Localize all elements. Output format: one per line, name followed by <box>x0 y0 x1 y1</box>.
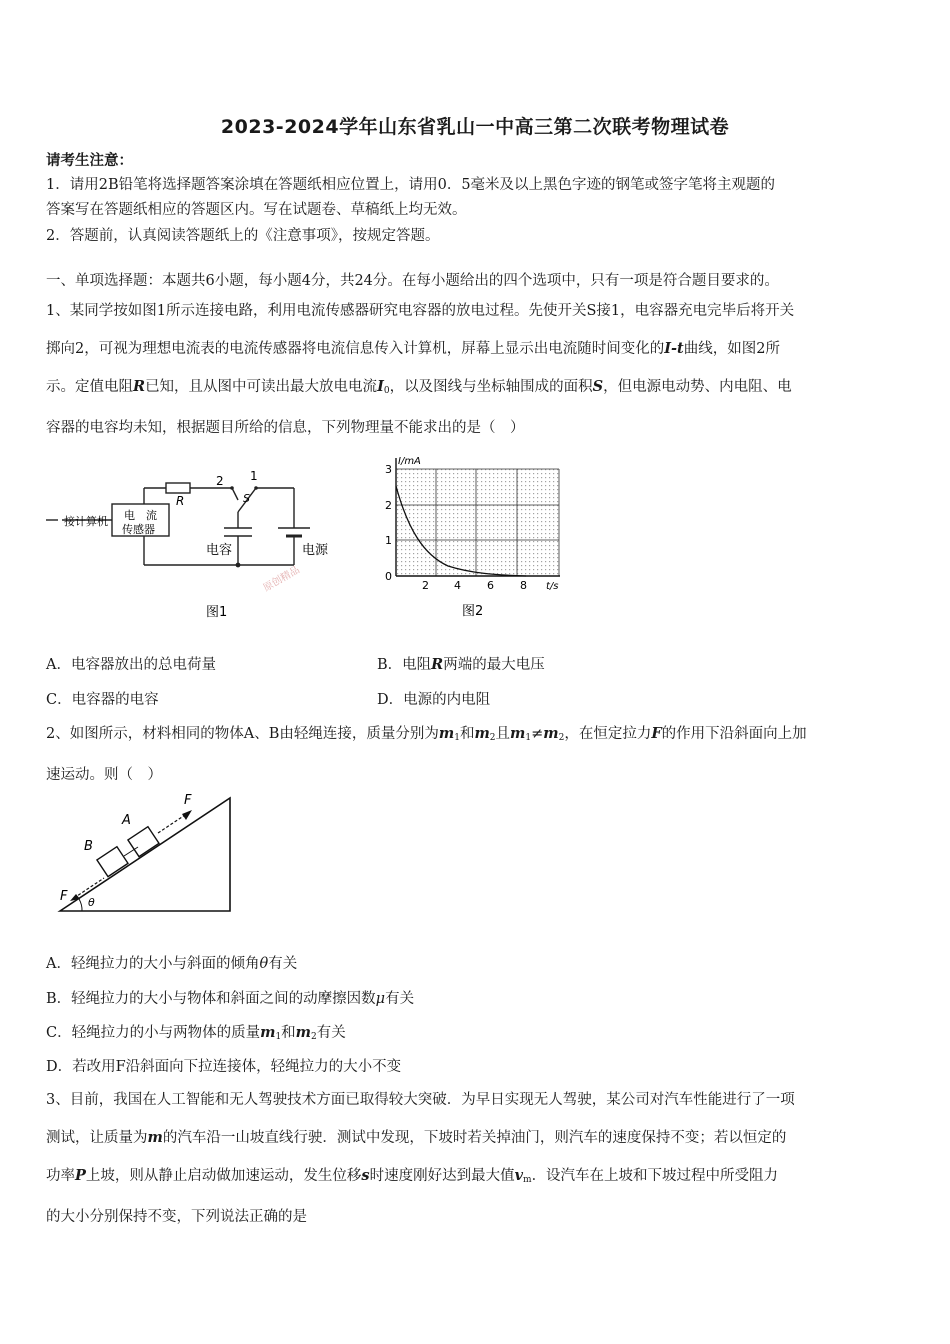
y-tick-label: 1 <box>385 534 392 547</box>
force-label-bottom: F <box>60 889 68 904</box>
angle-arc <box>79 899 82 911</box>
q2-line-1: 2、如图所示，材料相同的物体A、B由轻绳连接，质量分别为$m_1$和$m_2$且$m_1\ne m_2$，在恒定拉力F的作用下沿斜面向上加 <box>46 725 807 743</box>
graph-grid-dots <box>396 469 559 576</box>
q2-option-b[interactable]: B．轻绳拉力的大小与物体和斜面之间的动摩擦因数μ有关 <box>46 991 415 1007</box>
theta-label: θ <box>88 896 95 909</box>
page-title: 2023-2024学年山东省乳山一中高三第二次联考物理试卷 <box>220 116 730 138</box>
y-tick-label: 0 <box>385 570 392 583</box>
figure-2-graph <box>376 452 566 622</box>
x-tick-label: 6 <box>487 579 494 592</box>
q1-option-b[interactable]: B．电阻R两端的最大电压 <box>377 656 545 673</box>
figure-2-caption: 图2 <box>462 604 484 619</box>
capacitor-label: 电容 <box>206 543 233 558</box>
q3-line-4: 的大小分别保持不变，下列说法正确的是 <box>46 1209 307 1225</box>
notice-item-1-line-2: 答案写在答题纸相应的答题区内。写在试题卷、草稿纸上均无效。 <box>46 202 467 218</box>
computer-label: 接计算机 <box>64 515 108 528</box>
graph-x-label: t/s <box>546 581 559 592</box>
notice-item-2: 2．答题前，认真阅读答题纸上的《注意事项》，按规定答题。 <box>46 228 440 244</box>
switch-label: S <box>243 492 250 505</box>
q1-line-3: 示。定值电阻R已知，且从图中可读出最大放电电流$I_0$，以及图线与坐标轴围成的面积S，但电源电动势、内电阻、电 <box>46 378 792 396</box>
question-1-stem <box>46 293 912 447</box>
notice-item-1-line-1: 1．请用2B铅笔将选择题答案涂填在答题纸相应位置上，请用0．5毫米及以上黑色字迹的钢笔或签字笔将主观题的 <box>46 177 776 193</box>
block-a-label: A <box>122 813 131 828</box>
q1-option-c[interactable]: C．电容器的电容 <box>46 692 159 708</box>
q1-option-a[interactable]: A．电容器放出的总电荷量 <box>46 657 216 673</box>
sensor-label-1: 电 流 <box>124 509 157 522</box>
q2-option-a[interactable]: A．轻绳拉力的大小与斜面的倾角θ有关 <box>46 956 298 972</box>
block-a <box>128 827 159 857</box>
watermark-stamp: 原创精品 <box>261 564 302 595</box>
terminal-1-label: 1 <box>250 469 258 483</box>
question-3-stem <box>46 1082 912 1236</box>
x-tick-label: 2 <box>422 579 429 592</box>
q1-option-d[interactable]: D．电源的内电阻 <box>377 692 491 708</box>
figure-1-circuit <box>44 468 344 628</box>
force-label-top: F <box>184 793 192 808</box>
q1-line-4: 容器的电容均未知，根据题目所给的信息，下列物理量不能求出的是（ ） <box>46 420 525 436</box>
q1-line-2: 掷向2，可视为理想电流表的电流传感器将电流信息传入计算机，屏幕上显示出电流随时间变化的I-t曲线，如图2所 <box>46 340 780 357</box>
q3-line-2: 测试，让质量为m的汽车沿一山坡直线行驶．测试中发现，下坡时若关掉油门，则汽车的速度保持不变；若以恒定的 <box>46 1129 787 1146</box>
incline-figure <box>46 790 246 920</box>
source-label: 电源 <box>302 543 329 558</box>
block-b-label: B <box>84 839 93 854</box>
sensor-label-2: 传感器 <box>122 523 155 536</box>
q2-line-2: 速运动。则（ ） <box>46 767 162 783</box>
section-heading: 一、单项选择题：本题共6小题，每小题4分，共24分。在每小题给出的四个选项中，只有一项是符合题目要求的。 <box>46 273 779 289</box>
incline-triangle <box>60 798 230 911</box>
question-2-stem <box>46 715 912 794</box>
q3-line-1: 3、目前，我国在人工智能和无人驾驶技术方面已取得较大突破．为早日实现无人驾驶，某公司对汽车性能进行了一项 <box>46 1092 795 1108</box>
resistor-label: R <box>176 494 185 508</box>
y-tick-label: 3 <box>385 463 392 476</box>
x-tick-label: 4 <box>454 579 461 592</box>
q1-line-1: 1、某同学按如图1所示连接电路，利用电流传感器研究电容器的放电过程。先使开关S接1，电容器充电完毕后将开关 <box>46 303 795 319</box>
q2-option-d[interactable]: D．若改用F沿斜面向下拉连接体，轻绳拉力的大小不变 <box>46 1059 402 1075</box>
terminal-2-label: 2 <box>216 474 224 488</box>
notice-heading: 请考生注意： <box>46 152 133 169</box>
figure-1-caption: 图1 <box>206 605 228 620</box>
graph-y-label: I/mA <box>398 456 421 467</box>
q2-option-c[interactable]: C．轻绳拉力的小与两物体的质量$m_1$和$m_2$有关 <box>46 1024 346 1042</box>
block-b <box>97 847 128 877</box>
q3-line-3: 功率P上坡，则从静止启动做加速运动，发生位移s时速度刚好达到最大值$v_m$．设汽车在上坡和下坡过程中所受阻力 <box>46 1167 779 1185</box>
x-tick-label: 8 <box>520 579 527 592</box>
y-tick-label: 2 <box>385 499 392 512</box>
resistor-symbol <box>166 483 190 493</box>
force-arrow-down <box>74 878 104 898</box>
